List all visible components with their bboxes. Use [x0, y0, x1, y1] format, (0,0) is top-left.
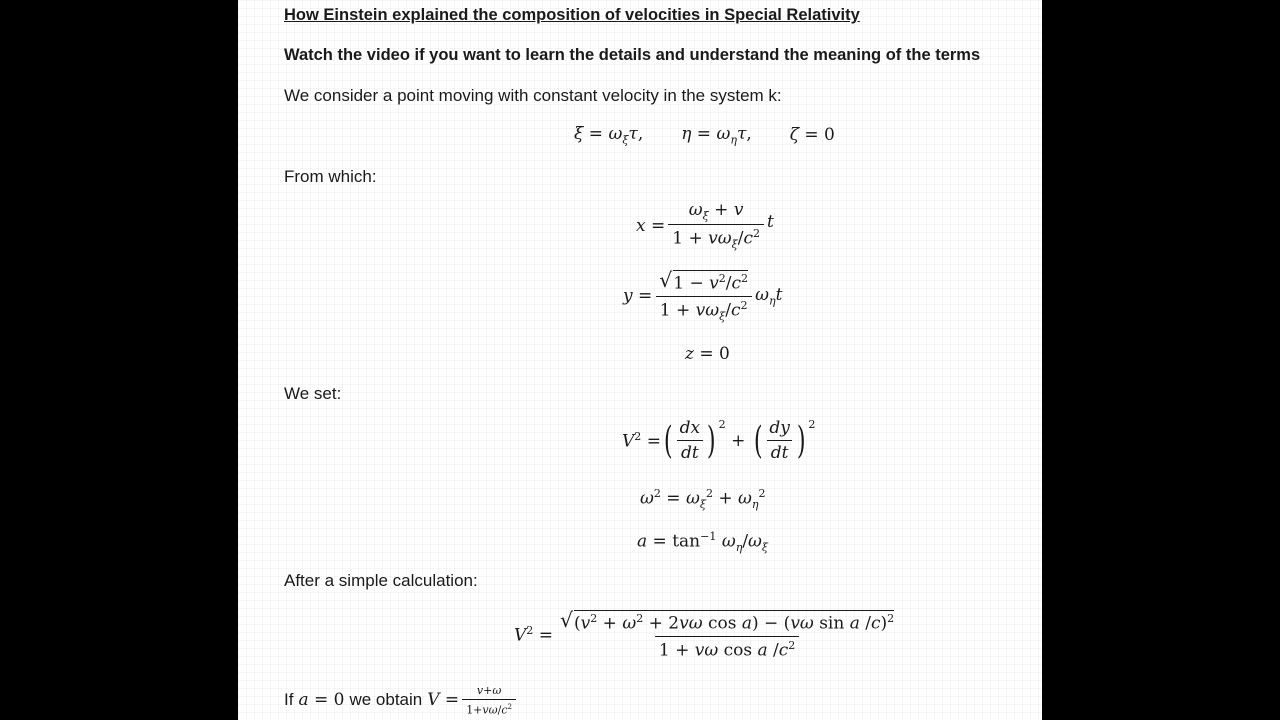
equation-omega-squared: $\omega^2 = \omega_\xi^2 + \omega_\eta^2$ — [640, 487, 766, 512]
subtitle: Watch the video if you want to learn the details and understand the meaning of the terms — [284, 46, 981, 64]
after-calculation-text: After a simple calculation: — [284, 571, 478, 590]
equation-velocity-squared-result: $V^2$ = √ ($v^2 + \omega^2 + 2v\omega$ cos a) − (vω sin a /c)$^2$ 1 + vω cos a $/c^2$ — [514, 608, 895, 661]
conclusion-line — [284, 684, 519, 717]
document-page — [238, 0, 1042, 720]
page-title: How Einstein explained the composition of velocities in Special Relativity — [284, 6, 860, 24]
conclusion-prefix: If — [284, 690, 294, 710]
equation-a-zero: a = 0 — [298, 690, 345, 711]
equation-y: y = √ $1 - v^2/c^2$ $1 + v\omega_\xi/c^2$ $\omega_\eta t$ — [623, 268, 783, 323]
equation-angle-a: $a = \tan^{-1} \omega_\eta/\omega_\xi$ — [637, 530, 769, 555]
equation-x: x = $\frac{\omega_\xi + v}{1 + v\omega_\xi/c^2}$ t — [636, 200, 774, 252]
conclusion-mid: we obtain — [349, 690, 423, 710]
equation-velocity-final: V = $\frac{v+\omega}{1+v\omega/c^2}$ — [427, 684, 519, 717]
equation-xi-eta-zeta: $\xi = \omega_\xi\tau$, $\eta = \omega_\eta\tau$, ζ = 0 — [574, 124, 835, 147]
intro-text: We consider a point moving with constant velocity in the system k: — [284, 86, 782, 105]
we-set-text: We set: — [284, 384, 342, 403]
equation-velocity-squared-definition: $V^2$ = ( $\frac{dx}{dt}$ ) $^2$ + ( $\frac{dy}{dt}$ ) $^2$ — [622, 417, 816, 463]
equation-z: z = 0 — [685, 344, 730, 364]
from-which-text: From which: — [284, 167, 377, 186]
